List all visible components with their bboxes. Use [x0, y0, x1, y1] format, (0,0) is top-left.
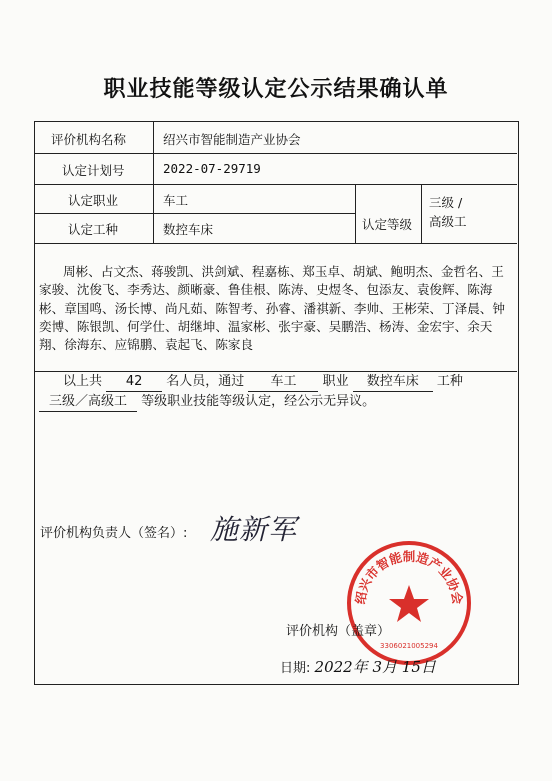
col-divider	[421, 184, 422, 243]
confirmation-statement	[39, 372, 516, 412]
statement-trade: 数控车床	[353, 372, 433, 392]
org-seal-label: 评价机构（盖章）	[286, 624, 391, 639]
row-divider	[35, 243, 517, 244]
occupation-value: 车工	[163, 193, 189, 208]
org-name-label: 评价机构名称	[51, 132, 127, 147]
row-divider	[35, 213, 355, 214]
statement-prefix: 以上共	[63, 374, 103, 389]
official-seal	[344, 538, 474, 668]
document-title: 职业技能等级认定公示结果确认单	[103, 76, 449, 102]
statement-part5: 等级职业技能等级认定，经公示无异议。	[141, 394, 376, 409]
certified-names-list: 周彬、占文杰、蒋骏凯、洪剑斌、程嘉栋、郑玉卓、胡斌、鲍明杰、金哲名、王家骏、沈俊飞、李秀达、颜晰豪、鲁佳根、陈涛、史煜冬、包添友、袁俊辉、陈海彬、章国鸣、汤长博、尚凡茹、陈智考、孙睿、潘祺新、李帅、王彬荣、丁泽晨、钟奕博、陈银凯、何学仕、胡继坤、温家彬、张宇豪、吴鹏浩、杨涛、金宏宇、余天翔、徐海东、应锦鹏、袁起飞、陈家良	[39, 264, 505, 353]
col-divider	[355, 184, 356, 243]
person-count: 42	[106, 372, 162, 392]
seal-ring-text: 绍兴市智能制造产业协会	[352, 548, 466, 606]
date-line	[280, 656, 436, 677]
statement-part2: 名人员，通过	[166, 374, 245, 389]
row-divider	[35, 153, 517, 154]
plan-number-value: 2022-07-29719	[163, 161, 261, 176]
signatory-label: 评价机构负责人（签名）:	[40, 526, 188, 541]
handwritten-signature: 施新军	[210, 513, 298, 546]
statement-part4: 工种	[436, 374, 463, 389]
col-divider	[153, 122, 154, 243]
trade-value: 数控车床	[163, 222, 214, 237]
date-label: 日期:	[280, 661, 311, 676]
statement-level: 三级／高级工	[39, 392, 137, 412]
level-value-line2: 高级工	[429, 214, 467, 229]
org-name-value: 绍兴市智能制造产业协会	[163, 132, 301, 147]
date-value: 2022年 3月 15日	[314, 658, 436, 676]
seal-code: 3306021005294	[380, 642, 438, 650]
statement-occupation: 车工	[248, 372, 318, 392]
occupation-label: 认定职业	[68, 193, 119, 208]
level-label: 认定等级	[362, 217, 413, 232]
level-value-line1: 三级 /	[429, 195, 463, 210]
trade-label: 认定工种	[68, 222, 119, 237]
seal-star-icon	[389, 585, 429, 622]
plan-number-label: 认定计划号	[62, 163, 125, 178]
statement-part3: 职业	[322, 374, 349, 389]
row-divider	[35, 184, 517, 185]
